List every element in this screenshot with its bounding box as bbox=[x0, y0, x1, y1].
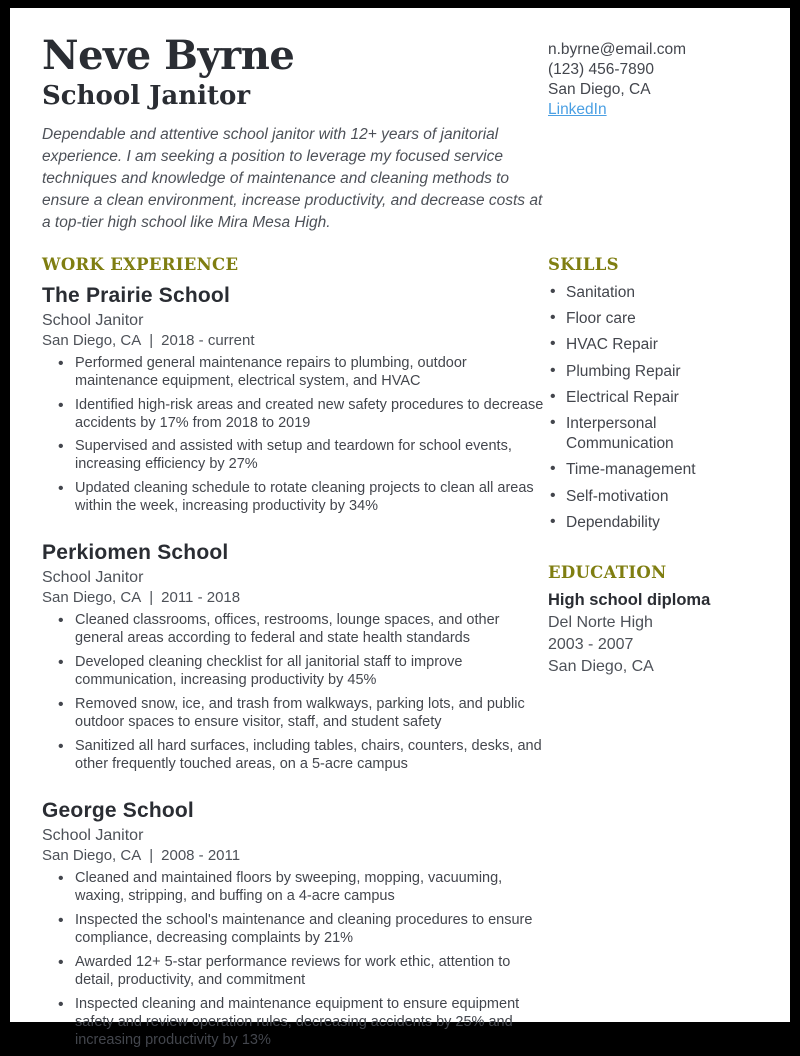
education-degree: High school diploma bbox=[548, 591, 711, 610]
skill-item: • Plumbing Repair bbox=[548, 362, 760, 381]
skill-item: • Self-motivation bbox=[548, 487, 760, 506]
meta-separator: | bbox=[149, 847, 154, 865]
skill-item: • Interpersonal Communication bbox=[548, 414, 760, 453]
job-role: School Janitor bbox=[42, 311, 144, 329]
job-company: George School bbox=[42, 799, 194, 823]
job-bullet: • Awarded 12+ 5-star performance reviews for work ethic, attention to detail, productivity, and commitment bbox=[42, 954, 547, 990]
job-dates: 2008 - 2011 bbox=[161, 847, 241, 865]
job-meta bbox=[42, 847, 547, 864]
job-bullet: • Supervised and assisted with setup and teardown for school events, increasing efficiency by 27% bbox=[42, 438, 547, 474]
job-bullet: • Developed cleaning checklist for all janitorial staff to improve communication, increasing productivity by 45% bbox=[42, 654, 547, 690]
contact-phone: (123) 456-7890 bbox=[548, 61, 654, 79]
job-bullet: • Inspected cleaning and maintenance equipment to ensure equipment safety and review operation rules, decreasing accidents by 25% and increasing productivity by 13% bbox=[42, 996, 547, 1050]
section-title-skills: SKILLS bbox=[548, 254, 619, 274]
person-name: Neve Byrne bbox=[42, 32, 295, 79]
job-bullet-list bbox=[42, 355, 547, 517]
skill-item: • Floor care bbox=[548, 309, 760, 328]
job-bullet: • Cleaned classrooms, offices, restrooms, lounge spaces, and other general areas according to federal and state health standards bbox=[42, 612, 547, 648]
skill-item: • Sanitation bbox=[548, 283, 760, 302]
section-title-education: EDUCATION bbox=[548, 563, 667, 583]
resume-page bbox=[10, 8, 790, 1048]
resume-body bbox=[42, 255, 760, 1056]
job-meta bbox=[42, 332, 547, 349]
job-company: The Prairie School bbox=[42, 283, 230, 307]
education-dates: 2003 - 2007 bbox=[548, 636, 634, 654]
person-title: School Janitor bbox=[42, 81, 251, 111]
summary-text: Dependable and attentive school janitor with 12+ years of janitorial experience. I am seeking a position to leverage my focused service techniques and knowledge of maintenance and cleaning methods to ensure a clean environment, increase productivity, and decrease costs at a top-tier high school like Mira Mesa High. bbox=[42, 125, 543, 231]
meta-separator: | bbox=[149, 589, 154, 607]
skills-list bbox=[548, 283, 760, 533]
contact-block bbox=[548, 35, 760, 121]
job-bullet: • Removed snow, ice, and trash from walkways, parking lots, and public outdoor spaces to ensure visitor, staff, and student safety bbox=[42, 696, 547, 732]
meta-separator: | bbox=[149, 331, 154, 349]
job-bullet: • Identified high-risk areas and created new safety procedures to decrease accidents by 17% from 2018 to 2019 bbox=[42, 397, 547, 433]
skill-item: • Dependability bbox=[548, 513, 760, 532]
resume-header bbox=[42, 32, 760, 234]
job-bullet: • Updated cleaning schedule to rotate cleaning projects to clean all areas within the week, increasing productivity by 34% bbox=[42, 480, 547, 516]
contact-email: n.byrne@email.com bbox=[548, 41, 687, 58]
job-entry-perkiomen-school bbox=[42, 541, 547, 774]
section-title-work-experience: WORK EXPERIENCE bbox=[42, 254, 239, 274]
header-identity bbox=[42, 32, 547, 234]
education-school: Del Norte High bbox=[548, 614, 653, 632]
skill-item: • Electrical Repair bbox=[548, 388, 760, 407]
job-location: San Diego, CA bbox=[42, 589, 142, 607]
contact-location: San Diego, CA bbox=[548, 81, 651, 99]
linkedin-link[interactable]: LinkedIn bbox=[548, 101, 607, 119]
job-entry-prairie-school bbox=[42, 284, 547, 517]
job-location: San Diego, CA bbox=[42, 847, 142, 865]
job-entry-george-school bbox=[42, 799, 547, 1050]
job-bullet: • Cleaned and maintained floors by sweeping, mopping, vacuuming, waxing, stripping, and buffing on a 4-acre campus bbox=[42, 870, 547, 906]
education-block bbox=[548, 563, 760, 676]
job-location: San Diego, CA bbox=[42, 331, 142, 349]
job-meta bbox=[42, 589, 547, 606]
skill-item: • Time-management bbox=[548, 460, 760, 479]
work-experience-column bbox=[42, 255, 547, 1056]
job-dates: 2018 - current bbox=[161, 331, 255, 349]
job-dates: 2011 - 2018 bbox=[161, 589, 241, 607]
education-location: San Diego, CA bbox=[548, 658, 654, 676]
job-bullet: • Inspected the school's maintenance and cleaning procedures to ensure compliance, decreasing complaints by 21% bbox=[42, 912, 547, 948]
job-role: School Janitor bbox=[42, 827, 144, 845]
job-role: School Janitor bbox=[42, 569, 144, 587]
sidebar-column bbox=[548, 255, 760, 1056]
job-bullet-list bbox=[42, 612, 547, 774]
skill-item: • HVAC Repair bbox=[548, 335, 760, 354]
job-bullet: • Performed general maintenance repairs to plumbing, outdoor maintenance equipment, electrical system, and HVAC bbox=[42, 355, 547, 391]
job-bullet: • Sanitized all hard surfaces, including tables, chairs, counters, desks, and other frequently touched areas, on a 5-acre campus bbox=[42, 738, 547, 774]
job-company: Perkiomen School bbox=[42, 541, 229, 565]
job-bullet-list bbox=[42, 870, 547, 1050]
